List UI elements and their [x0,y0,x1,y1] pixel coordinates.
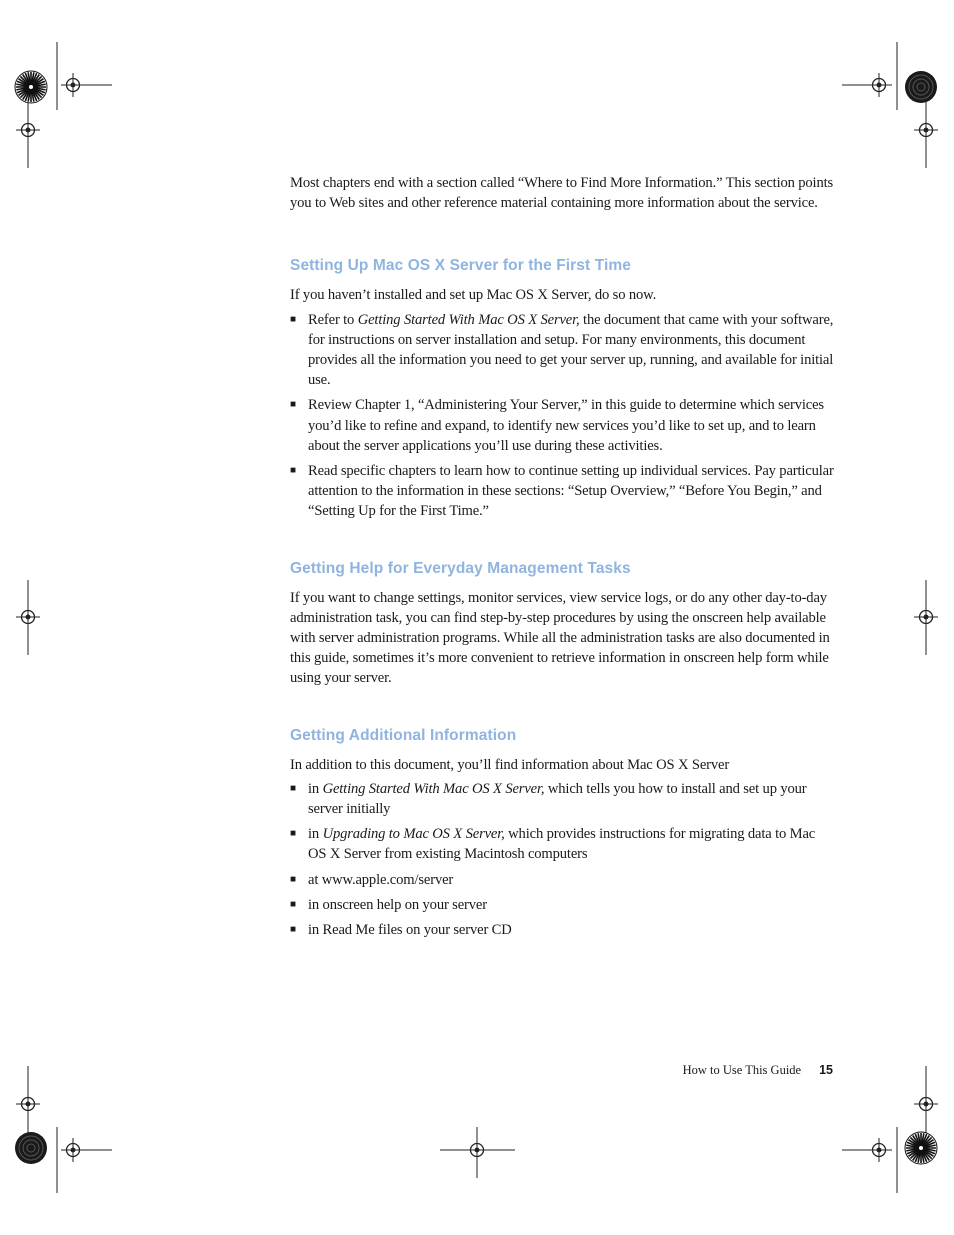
intro-paragraph: Most chapters end with a section called “Where to Find More Information.” This section points you to Web sites and other reference material containing more information about the service. [290,175,834,212]
page-body [290,173,835,974]
list-item: ■ in onscreen help on your server [290,895,835,915]
registration-mark-icon [16,605,40,629]
list-item: ■ in Upgrading to Mac OS X Server, which provides instructions for migrating data to Mac OS X Server from existing Macintosh computers [290,826,816,863]
page-number: 15 [819,1063,833,1077]
registration-mark-icon [867,1138,891,1162]
list-item: ■ Refer to Getting Started With Mac OS X Server, the document that came with your software, for instructions on server installation and setup. For many environments, this document provides all the information you need to get your server up, running, and available for initial use. [290,311,834,389]
section-first-time-setup [290,257,835,521]
registration-mark-icon [61,73,85,97]
list-item: ■ Read specific chapters to learn how to continue setting up individual services. Pay particular attention to the information in these sections: “Setup Overview,” “Before You Begin,” and “Setting Up for the First Time.” [290,463,834,520]
registration-mark-icon [914,605,938,629]
registration-mark-icon [16,118,40,142]
registration-mark-icon [867,73,891,97]
square-bullet-icon: ■ [290,873,296,885]
square-bullet-icon: ■ [290,898,296,910]
section-additional-info [290,727,835,941]
registration-mark-icon [914,118,938,142]
printer-starburst-icon [905,71,937,103]
page-footer [683,1063,833,1078]
square-bullet-icon: ■ [290,924,296,936]
registration-mark-icon [914,1092,938,1116]
registration-mark-icon [16,1092,40,1116]
list-item: ■ at www.apple.com/server [290,870,835,890]
list-item: ■ Review Chapter 1, “Administering Your Server,” in this guide to determine which services you’d like to refine and expand, to identify new services you’d like to set up, and to learn about the server applications you’ll use during these activities. [290,397,824,454]
list-item: ■ in Getting Started With Mac OS X Server, which tells you how to install and set up your server initially [290,780,807,818]
square-bullet-icon: ■ [290,465,296,477]
section-lead: If you want to change settings, monitor services, view service logs, or do any other day-to-day administration task, you can find step-by-step procedures by using the onscreen help available with server administration programs. While all the administration tasks are also documented in this guide, sometimes it’s more convenient to retrieve information in onscreen help form while using your server. [290,589,830,687]
registration-mark-icon [61,1138,85,1162]
square-bullet-icon: ■ [290,399,296,411]
section-heading: Getting Help for Everyday Management Tasks [290,559,631,577]
bullet-list [290,310,835,522]
square-bullet-icon: ■ [290,828,296,840]
printer-starburst-icon [15,71,47,103]
square-bullet-icon: ■ [290,313,296,325]
section-heading: Getting Additional Information [290,726,517,744]
footer-chapter-title: How to Use This Guide [682,1063,802,1077]
registration-mark-icon [465,1138,489,1162]
square-bullet-icon: ■ [290,782,296,794]
section-everyday-tasks [290,560,835,689]
section-heading: Setting Up Mac OS X Server for the First Time [290,257,631,275]
printer-starburst-icon [15,1132,47,1164]
section-lead: If you haven’t installed and set up Mac OS X Server, do so now. [290,287,657,304]
bullet-list [290,779,835,940]
section-lead: In addition to this document, you’ll find information about Mac OS X Server [290,756,730,773]
printer-starburst-icon [905,1132,937,1164]
list-item: ■ in Read Me files on your server CD [290,920,835,940]
